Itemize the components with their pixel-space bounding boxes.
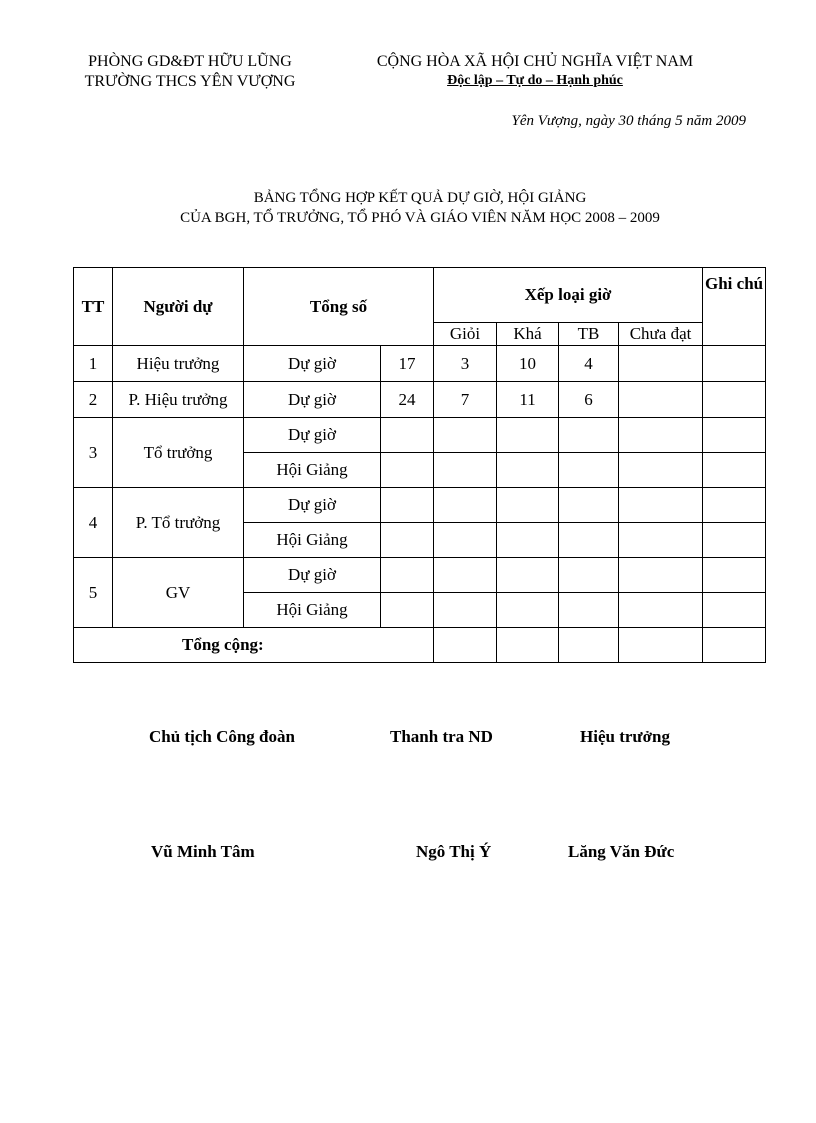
cell-chua-dat [619, 418, 703, 453]
header-ghi-chu: Ghi chú [703, 268, 766, 346]
cell-ghi-chu [703, 628, 766, 663]
cell-type: Dự giờ [244, 382, 381, 418]
cell-kha [497, 628, 559, 663]
table-row [74, 382, 766, 418]
cell-tb [559, 628, 619, 663]
total-label: Tổng cộng: [74, 628, 434, 663]
header-tong-so: Tổng số [244, 268, 434, 346]
table-row [74, 418, 766, 453]
cell-total [381, 593, 434, 628]
cell-total [381, 523, 434, 558]
cell-tb [559, 558, 619, 593]
cell-nguoi: Tổ trưởng [113, 418, 244, 488]
cell-chua-dat [619, 593, 703, 628]
cell-total: 17 [381, 346, 434, 382]
cell-nguoi: Hiệu trưởng [113, 346, 244, 382]
cell-ghi-chu [703, 346, 766, 382]
header-chua-dat: Chưa đạt [619, 323, 703, 346]
org-line-1: PHÒNG GD&ĐT HỮU LŨNG [88, 53, 292, 70]
header-kha: Khá [497, 323, 559, 346]
cell-tt: 4 [74, 488, 113, 558]
cell-chua-dat [619, 558, 703, 593]
cell-gioi: 7 [434, 382, 497, 418]
cell-chua-dat [619, 382, 703, 418]
cell-gioi [434, 453, 497, 488]
cell-total [381, 453, 434, 488]
cell-chua-dat [619, 453, 703, 488]
cell-total: 24 [381, 382, 434, 418]
cell-kha [497, 593, 559, 628]
table-row [74, 488, 766, 523]
header-xep-loai: Xếp loại giờ [434, 268, 703, 323]
signature-title-union: Chủ tịch Công đoàn [149, 727, 295, 746]
cell-ghi-chu [703, 523, 766, 558]
cell-kha: 11 [497, 382, 559, 418]
cell-tt: 1 [74, 346, 113, 382]
table-row [74, 346, 766, 382]
summary-table [73, 267, 766, 663]
cell-total [381, 488, 434, 523]
cell-tb [559, 418, 619, 453]
cell-tt: 3 [74, 418, 113, 488]
cell-gioi [434, 558, 497, 593]
cell-nguoi: GV [113, 558, 244, 628]
signature-name-inspector: Ngô Thị Ý [416, 842, 492, 861]
cell-gioi [434, 593, 497, 628]
cell-ghi-chu [703, 488, 766, 523]
cell-kha [497, 558, 559, 593]
table-row [74, 558, 766, 593]
cell-kha: 10 [497, 346, 559, 382]
cell-chua-dat [619, 346, 703, 382]
cell-kha [497, 488, 559, 523]
cell-nguoi: P. Tổ trưởng [113, 488, 244, 558]
cell-tb [559, 453, 619, 488]
cell-type: Dự giờ [244, 488, 381, 523]
org-line-2: TRƯỜNG THCS YÊN VƯỢNG [84, 73, 296, 90]
header-row-1 [74, 268, 766, 323]
document-title-line-2: CỦA BGH, TỔ TRƯỞNG, TỔ PHÓ VÀ GIÁO VIÊN NĂM HỌC 2008 – 2009 [180, 210, 660, 226]
cell-gioi: 3 [434, 346, 497, 382]
signature-name-principal: Lăng Văn Đức [568, 842, 675, 861]
cell-type: Dự giờ [244, 346, 381, 382]
cell-tb [559, 593, 619, 628]
cell-kha [497, 453, 559, 488]
cell-tb: 6 [559, 382, 619, 418]
cell-gioi [434, 628, 497, 663]
cell-total [381, 418, 434, 453]
cell-tt: 2 [74, 382, 113, 418]
cell-ghi-chu [703, 453, 766, 488]
cell-type: Hội Giảng [244, 523, 381, 558]
cell-ghi-chu [703, 593, 766, 628]
signature-name-union: Vũ Minh Tâm [151, 842, 255, 861]
cell-type: Hội Giảng [244, 453, 381, 488]
cell-chua-dat [619, 628, 703, 663]
header-tt: TT [74, 268, 113, 346]
cell-kha [497, 418, 559, 453]
cell-ghi-chu [703, 418, 766, 453]
cell-type: Dự giờ [244, 418, 381, 453]
nation-line-1: CỘNG HÒA XÃ HỘI CHỦ NGHĨA VIỆT NAM [376, 53, 694, 70]
nation-motto: Độc lập – Tự do – Hạnh phúc [447, 73, 623, 88]
cell-chua-dat [619, 523, 703, 558]
cell-type: Dự giờ [244, 558, 381, 593]
document-date: Yên Vượng, ngày 30 tháng 5 năm 2009 [511, 113, 746, 129]
cell-type: Hội Giảng [244, 593, 381, 628]
cell-gioi [434, 488, 497, 523]
cell-tb: 4 [559, 346, 619, 382]
cell-ghi-chu [703, 382, 766, 418]
cell-tb [559, 488, 619, 523]
cell-tb [559, 523, 619, 558]
signature-title-principal: Hiệu trưởng [580, 727, 670, 746]
header-nguoi-du: Người dự [113, 268, 244, 346]
cell-gioi [434, 523, 497, 558]
cell-nguoi: P. Hiệu trưởng [113, 382, 244, 418]
cell-kha [497, 523, 559, 558]
cell-tt: 5 [74, 558, 113, 628]
header-gioi: Giỏi [434, 323, 497, 346]
cell-total [381, 558, 434, 593]
signature-title-inspector: Thanh tra ND [390, 727, 493, 746]
cell-ghi-chu [703, 558, 766, 593]
header-tb: TB [559, 323, 619, 346]
total-row [74, 628, 766, 663]
cell-gioi [434, 418, 497, 453]
document-title-line-1: BẢNG TỔNG HỢP KẾT QUẢ DỰ GIỜ, HỘI GIẢNG [253, 190, 587, 206]
cell-chua-dat [619, 488, 703, 523]
